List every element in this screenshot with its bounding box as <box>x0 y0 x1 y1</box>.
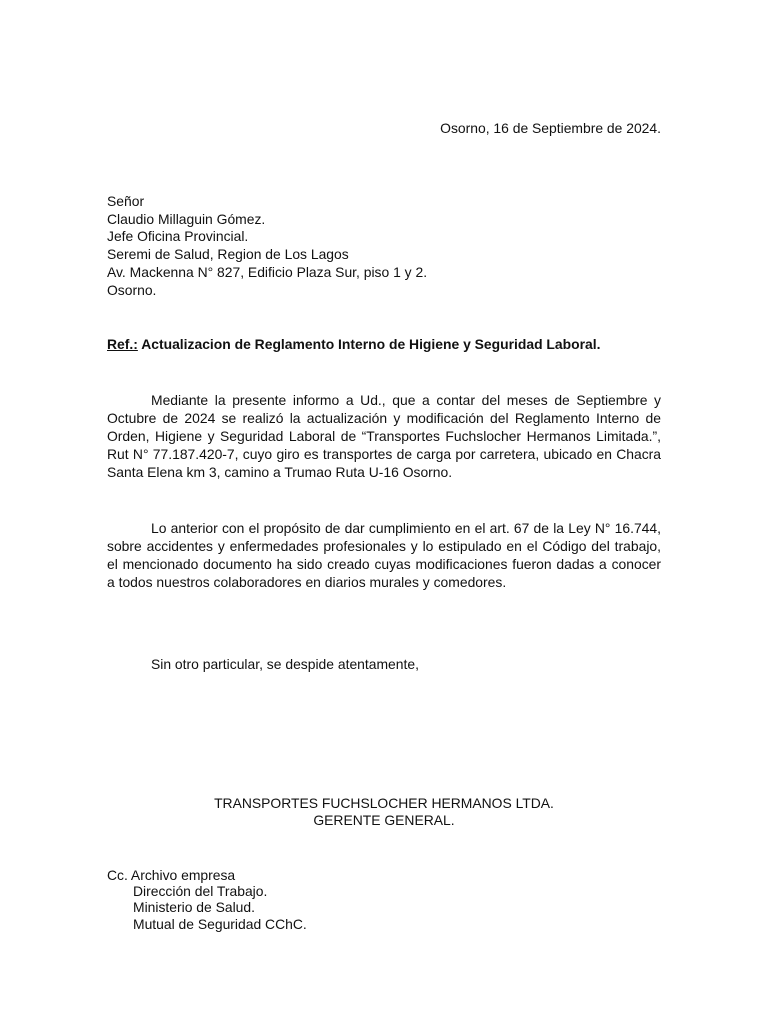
body-paragraph-2-text: Lo anterior con el propósito de dar cumplimiento en el art. 67 de la Ley N° 16.744, sobre accidentes y enfermedades profesionales y lo estipulado en el Código del trabajo, el mencionado documento ha sido creado cuyas modificaciones fueron dadas a conocer a todos nuestros colaboradores en diarios murales y comedores. <box>107 520 661 590</box>
recipient-organization: Seremi de Salud, Region de Los Lagos <box>107 246 349 262</box>
body-paragraph-2 <box>107 519 661 591</box>
recipient-address: Av. Mackenna N° 827, Edificio Plaza Sur, piso 1 y 2. <box>107 264 428 280</box>
reference-text: Actualizacion de Reglamento Interno de Higiene y Seguridad Laboral. <box>137 336 601 352</box>
body-paragraph-1-text: Mediante la presente informo a Ud., que a contar del meses de Septiembre y Octubre de 2024 se realizó la actualización y modificación del Reglamento Interno de Orden, Higiene y Seguridad Laboral de “Transportes Fuchslocher Hermanos Limitada.”, Rut N° 77.187.420-7, cuyo giro es transportes de carga por carretera, ubicado en Chacra Santa Elena km 3, camino a Trumao Ruta U-16 Osorno. <box>107 392 661 480</box>
recipient-name: Claudio Millaguin Gómez. <box>107 211 266 227</box>
cc-item: Ministerio de Salud. <box>133 899 255 915</box>
body-paragraph-1 <box>107 391 661 481</box>
signature-title: GERENTE GENERAL. <box>313 812 455 828</box>
reference-line <box>107 335 600 353</box>
closing-line: Sin otro particular, se despide atentamente, <box>151 656 419 672</box>
cc-item: Dirección del Trabajo. <box>133 883 268 899</box>
cc-item: Mutual de Seguridad CChC. <box>133 916 307 932</box>
recipient-position: Jefe Oficina Provincial. <box>107 228 249 244</box>
reference-label: Ref.: <box>107 336 138 352</box>
signature-company: TRANSPORTES FUCHSLOCHER HERMANOS LTDA. <box>214 795 554 811</box>
date-line: Osorno, 16 de Septiembre de 2024. <box>440 120 661 136</box>
recipient-salutation: Señor <box>107 193 145 209</box>
cc-label: Cc. Archivo empresa <box>107 867 236 883</box>
recipient-city: Osorno. <box>107 282 157 298</box>
